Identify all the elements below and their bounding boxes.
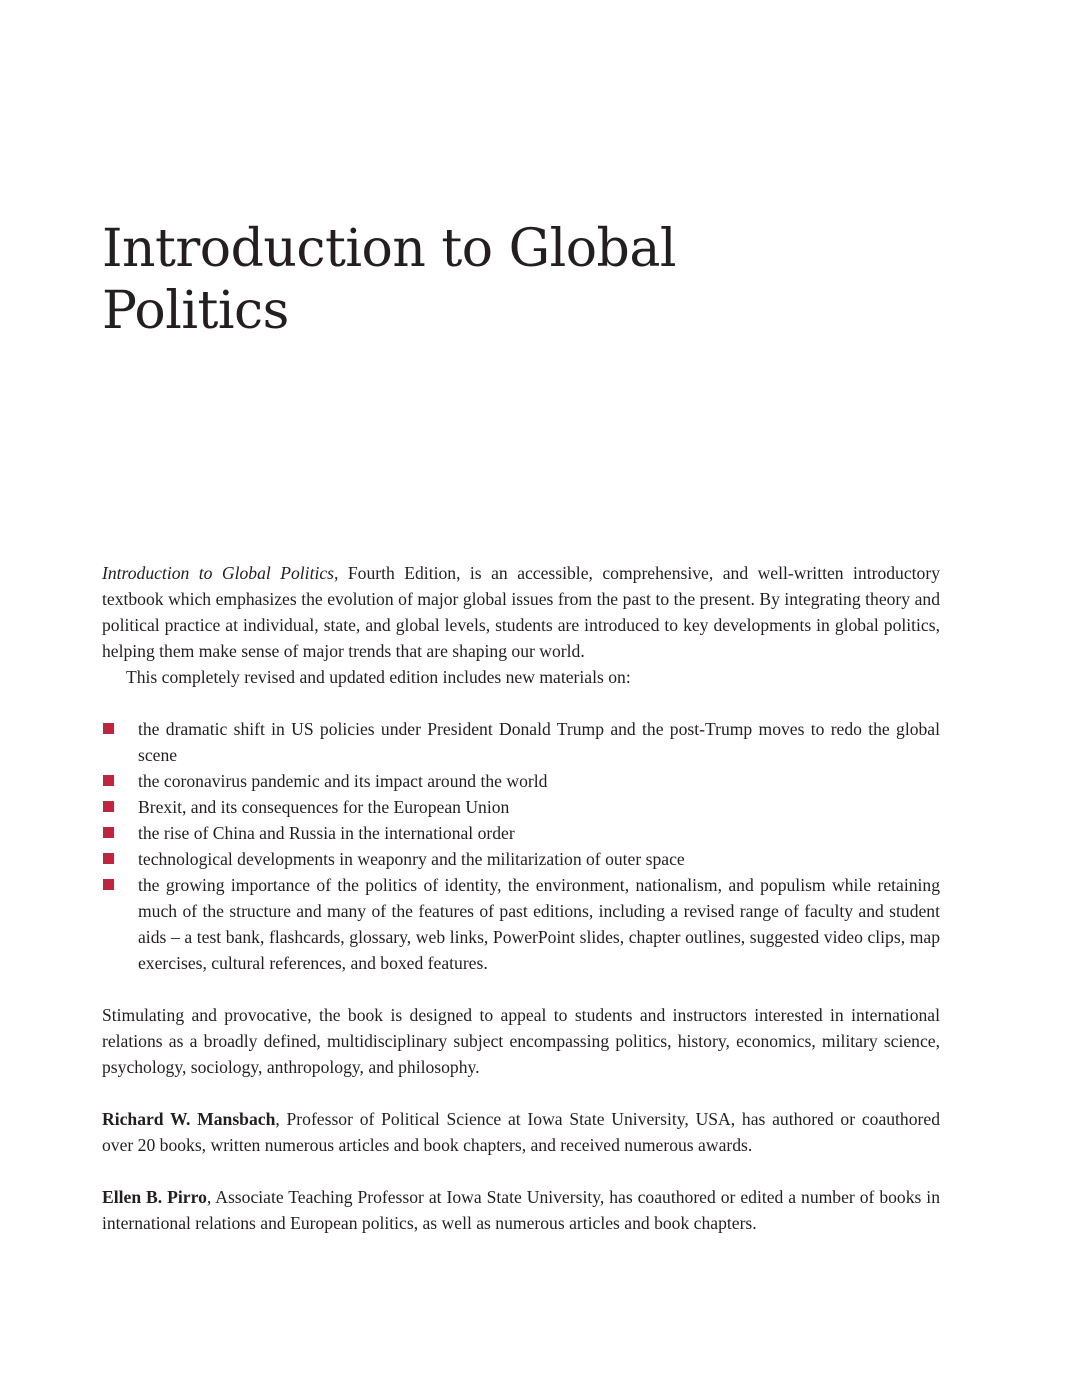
author-name: Richard W. Mansbach (102, 1109, 276, 1129)
list-item-text: the rise of China and Russia in the international order (138, 823, 515, 843)
author-bio-mansbach (102, 1106, 940, 1158)
new-materials-list (102, 716, 940, 976)
list-item-text: technological developments in weaponry and the militarization of outer space (138, 849, 685, 869)
title-line-2: Politics (102, 281, 289, 341)
list-item-text: the growing importance of the politics of identity, the environment, nationalism, and populism while retaining much of the structure and many of the features of past editions, including a revised range of faculty and student aids – a test bank, flashcards, glossary, web links, PowerPoint slides, chapter outlines, suggested video clips, map exercises, cultural references, and boxed features. (138, 875, 940, 973)
list-item (102, 872, 940, 976)
bullet-square-icon (103, 853, 114, 864)
list-item-text: Brexit, and its consequences for the European Union (138, 797, 510, 817)
bullet-square-icon (103, 827, 114, 838)
list-item-text: the dramatic shift in US policies under President Donald Trump and the post-Trump moves to redo the global scene (138, 719, 940, 765)
body-text (102, 560, 940, 1236)
list-item (102, 846, 940, 872)
list-item (102, 768, 940, 794)
list-item-text: the coronavirus pandemic and its impact around the world (138, 771, 548, 791)
list-item (102, 820, 940, 846)
description-paragraph: Stimulating and provocative, the book is designed to appeal to students and instructors interested in international relations as a broadly defined, multidisciplinary subject encompassing politics, history, economics, military science, psychology, sociology, anthropology, and philosophy. (102, 1005, 940, 1077)
list-item (102, 716, 940, 768)
intro-paragraph (102, 560, 940, 664)
bullet-square-icon (103, 775, 114, 786)
intro-text: , Fourth Edition, is an accessible, comprehensive, and well-written introductory textbook which emphasizes the evolution of major global issues from the past to the present. By integrating theory and political practice at individual, state, and global levels, students are introduced to key developments in global politics, helping them make sense of major trends that are shaping our world. (102, 563, 941, 661)
lead-paragraph: This completely revised and updated edition includes new materials on: (126, 667, 631, 687)
author-bio-text: , Professor of Political Science at Iowa State University, USA, has authored or coauthored over 20 books, written numerous articles and book chapters, and received numerous awards. (102, 1109, 940, 1155)
bullet-square-icon (103, 723, 114, 734)
author-bio-text: , Associate Teaching Professor at Iowa State University, has coauthored or edited a number of books in international relations and European politics, as well as numerous articles and book chapters. (102, 1187, 940, 1233)
bullet-square-icon (103, 879, 114, 890)
title-line-1: Introduction to Global (102, 219, 676, 279)
author-name: Ellen B. Pirro (102, 1187, 207, 1207)
page-title (102, 218, 940, 342)
book-title-italic: Introduction to Global Politics (102, 563, 335, 583)
bullet-square-icon (103, 801, 114, 812)
author-bio-pirro (102, 1184, 940, 1236)
list-item (102, 794, 940, 820)
